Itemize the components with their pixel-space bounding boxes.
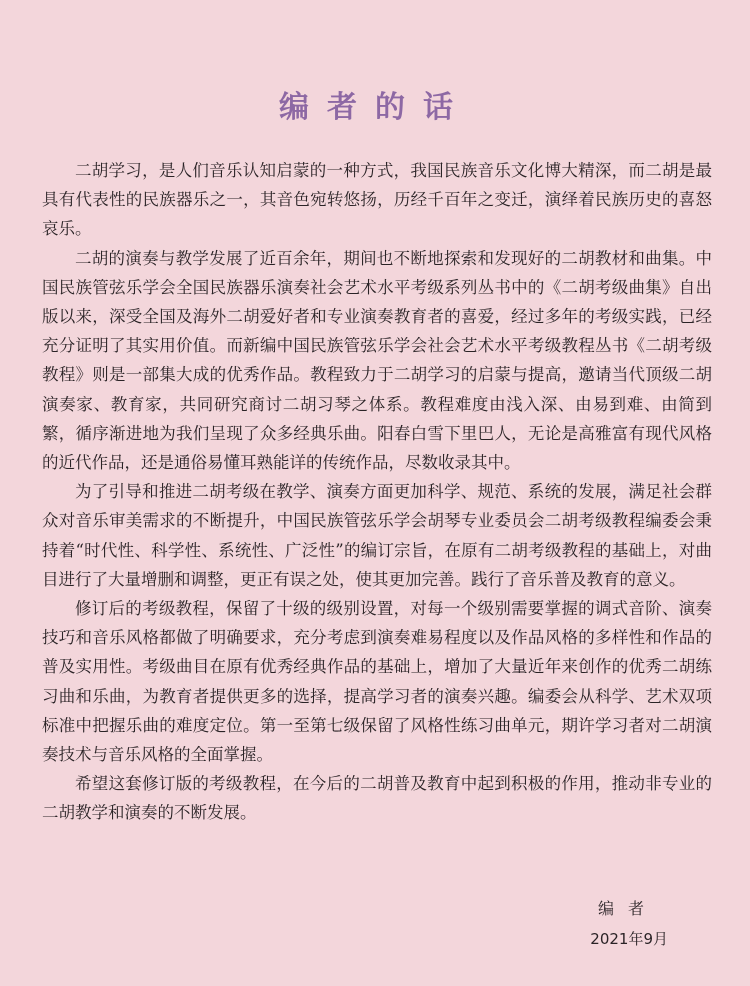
publication-date: 2021年9月 (590, 930, 668, 948)
author-signature: 编者 (597, 899, 658, 918)
paragraph-3: 为了引导和推进二胡考级在教学、演奏方面更加科学、规范、系统的发展，满足社会群众对音乐审美需求的不断提升，中国民族管弦乐学会胡琴专业委员会二胡考级教程编委会秉持着“时代性、科学性、系统性、广泛性”的编订宗旨，在原有二胡考级教程的基础上，对曲目进行了大量增删和调整，更正有误之处，使其更加完善。践行了音乐普及教育的意义。 (42, 482, 712, 589)
paragraph-2: 二胡的演奏与教学发展了近百余年，期间也不断地探索和发现好的二胡教材和曲集。中国民族管弦乐学会全国民族器乐演奏社会艺术水平考级系列丛书中的《二胡考级曲集》自出版以来，深受全国及海外二胡爱好者和专业演奏教育者的喜爱，经过多年的考级实践，已经充分证明了其实用价值。而新编中国民族管弦乐学会社会艺术水平考级教程丛书《二胡考级教程》则是一部集大成的优秀作品。教程致力于二胡学习的启蒙与提高，邀请当代顶级二胡演奏家、教育家，共同研究商讨二胡习琴之体系。教程难度由浅入深、由易到难、由简到繁，循序渐进地为我们呈现了众多经典乐曲。阳春白雪下里巴人，无论是高雅富有现代风格的近代作品，还是通俗易懂耳熟能详的传统作品，尽数收录其中。 (42, 248, 712, 473)
paragraph-5: 希望这套修订版的考级教程，在今后的二胡普及教育中起到积极的作用，推动非专业的二胡教学和演奏的不断发展。 (42, 774, 712, 823)
paragraph-1: 二胡学习，是人们音乐认知启蒙的一种方式，我国民族音乐文化博大精深，而二胡是最具有代表性的民族器乐之一，其音色宛转悠扬，历经千百年之变迁，演绎着民族历史的喜怒哀乐。 (42, 161, 712, 239)
page-title: 编者的话 (279, 90, 471, 126)
document-body (42, 156, 712, 828)
paragraph-4: 修订后的考级教程，保留了十级的级别设置，对每一个级别需要掌握的调式音阶、演奏技巧和音乐风格都做了明确要求，充分考虑到演奏难易程度以及作品风格的多样性和作品的普及实用性。考级曲目在原有优秀经典作品的基础上，增加了大量近年来创作的优秀二胡练习曲和乐曲，为教育者提供更多的选择，提高学习者的演奏兴趣。编委会从科学、艺术双项标准中把握乐曲的难度定位。第一至第七级保留了风格性练习曲单元，期许学习者对二胡演奏技术与音乐风格的全面掌握。 (42, 599, 712, 765)
